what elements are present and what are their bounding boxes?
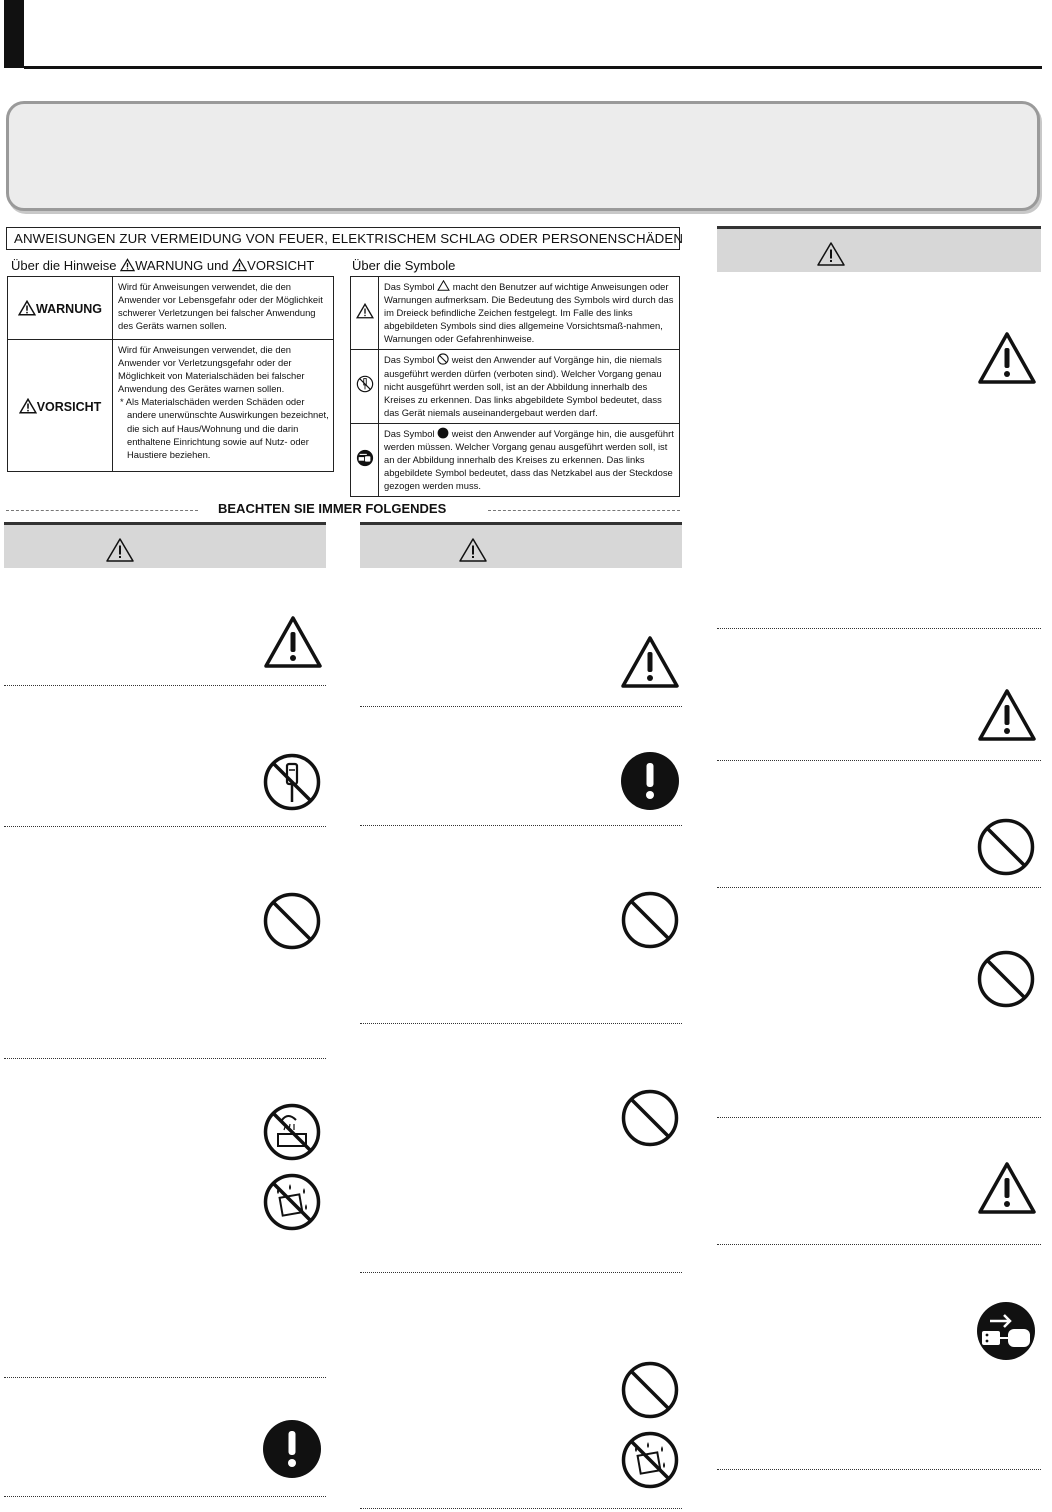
symbols-row-prohibited	[351, 350, 680, 423]
caution-triangle-icon	[619, 634, 681, 690]
caution-triangle-icon	[976, 1160, 1038, 1216]
column-3-warning-bar	[717, 226, 1041, 272]
separator	[4, 685, 326, 686]
no-wet-icon	[262, 1172, 322, 1232]
caution-description-text: Wird für Anweisungen verwendet, die den Anwender vor Verletzungsgefahr oder der Möglichkeit von Materialschäden bei falscher Anwendung des Gerätes warnen sollen.	[118, 344, 305, 395]
prohibited-icon	[976, 949, 1036, 1009]
mandatory-action-icon	[620, 751, 680, 811]
separator	[4, 826, 326, 827]
prohibited-icon	[620, 1088, 680, 1148]
symbols-heading: Über die Symbole	[352, 258, 456, 273]
warning-triangle-icon	[19, 398, 37, 414]
unplug-icon	[356, 449, 374, 467]
symbol-lead: Das Symbol	[384, 427, 438, 439]
prohibited-icon	[620, 890, 680, 950]
always-observe-heading: BEACHTEN SIE IMMER FOLGENDES	[218, 501, 447, 516]
warning-triangle-icon	[18, 300, 36, 316]
separator	[360, 1508, 682, 1509]
symbol-description: weist den Anwender auf Vorgänge hin, die niemals ausgeführt werden dürfen (verboten sind). Welcher Vorgang genau nicht ausgeführt werden soll, ist an der Abbildung innerhalb des Kreises zu erkennen. Das links abgebildete Symbol bedeutet, dass das Gerät niemals auseinandergebaut werden darf.	[384, 354, 662, 418]
symbol-cell-unplug	[351, 423, 379, 496]
separator	[717, 1244, 1041, 1245]
safety-banner	[6, 101, 1040, 211]
hints-row-warning	[8, 277, 334, 340]
symbol-description: macht den Benutzer auf wichtige Anweisungen oder Warnungen aufmerksam. Die Bedeutung des Symbols wird durch das im Dreieck befindliche Zeichen festgelegt. Im Falle des links abgebildeten Symbols sind dies allgemeine Vorsichtsmaß-nahmen, Warnungen oder Gefahrenhinweise.	[384, 281, 674, 345]
prohibited-icon	[976, 817, 1036, 877]
dashed-rule-left	[6, 510, 198, 511]
separator	[717, 1469, 1041, 1470]
warning-triangle-icon	[120, 258, 135, 272]
warning-triangle-icon	[105, 537, 135, 563]
caution-label-text: VORSICHT	[36, 399, 102, 414]
symbol-text-mandatory	[379, 423, 680, 496]
symbols-table	[350, 276, 680, 497]
symbol-lead: Das Symbol	[384, 354, 438, 366]
symbols-row-mandatory	[351, 423, 680, 496]
no-disassembly-icon	[262, 752, 322, 812]
mandatory-action-icon	[262, 1419, 322, 1479]
hints-heading-prefix: Über die Hinweise	[11, 258, 121, 273]
dashed-rule-right	[488, 510, 680, 511]
caution-description	[113, 340, 334, 472]
instructions-title: ANWEISUNGEN ZUR VERMEIDUNG VON FEUER, ELEKTRISCHEM SCHLAG ODER PERSONENSCHÄDEN	[6, 227, 680, 250]
caution-note: * Als Materialschäden werden Schäden oder andere unerwünschte Auswirkungen bezeichnet, die sich auf Haus/Wohnung und die darin enthaltene Einrichtung sowie auf Nutz- oder Haustiere beziehen.	[120, 396, 329, 460]
warning-triangle-icon	[816, 241, 846, 267]
symbol-description: weist den Anwender auf Vorgänge hin, die ausgeführt werden müssen. Welcher Vorgang genau ausgeführt werden soll, ist an der Abbildung innerhalb des Kreises zu erkennen. Das links abgebildete Symbol bedeutet, dass das Netzkabel aus der Steckdose gezogen werden muss.	[384, 427, 674, 492]
warning-label-text: WARNUNG	[36, 302, 102, 316]
warning-triangle-icon	[458, 537, 488, 563]
separator	[4, 1377, 326, 1378]
hints-heading-warning: WARNUNG	[135, 258, 204, 273]
symbol-cell-no-disassembly	[351, 350, 379, 423]
caution-triangle-icon	[976, 687, 1038, 743]
mandatory-dot-icon	[437, 427, 449, 439]
separator	[717, 887, 1041, 888]
caution-triangle-icon	[262, 614, 324, 670]
caution-triangle-icon	[976, 330, 1038, 386]
caution-label	[8, 340, 113, 472]
warning-triangle-icon	[356, 303, 374, 319]
symbol-cell-triangle	[351, 277, 379, 350]
hints-row-caution	[8, 340, 334, 472]
symbol-lead: Das Symbol	[384, 281, 438, 292]
separator	[717, 1117, 1041, 1118]
header-rule	[24, 66, 1042, 69]
hints-heading	[11, 258, 314, 273]
separator	[4, 1058, 326, 1059]
header-block	[4, 0, 24, 68]
separator	[717, 628, 1041, 629]
separator	[717, 760, 1041, 761]
hints-heading-caution: VORSICHT	[247, 258, 315, 273]
unplug-icon	[976, 1301, 1036, 1361]
no-disassembly-icon	[356, 375, 374, 393]
separator	[4, 1496, 326, 1497]
hints-heading-and: und	[203, 258, 233, 273]
column-2-warning-bar	[360, 522, 682, 568]
symbol-text-triangle	[379, 277, 680, 350]
hints-table	[7, 276, 334, 472]
no-bathing-icon	[262, 1102, 322, 1162]
prohibited-icon	[620, 1360, 680, 1420]
separator	[360, 1272, 682, 1273]
symbol-text-prohibited	[379, 350, 680, 423]
column-1-warning-bar	[4, 522, 326, 568]
warning-triangle-icon	[437, 280, 450, 291]
separator	[360, 825, 682, 826]
separator	[360, 1023, 682, 1024]
prohibited-icon	[437, 353, 449, 365]
symbols-row-caution	[351, 277, 680, 350]
warning-label	[8, 277, 113, 340]
prohibited-icon	[262, 891, 322, 951]
separator	[360, 706, 682, 707]
warning-description: Wird für Anweisungen verwendet, die den Anwender vor Lebensgefahr oder der Möglichkeit schwerer Verletzungen bei falscher Anwendung des Geräts warnen sollen.	[113, 277, 334, 340]
no-wet-icon	[620, 1430, 680, 1490]
warning-triangle-icon	[232, 258, 247, 272]
